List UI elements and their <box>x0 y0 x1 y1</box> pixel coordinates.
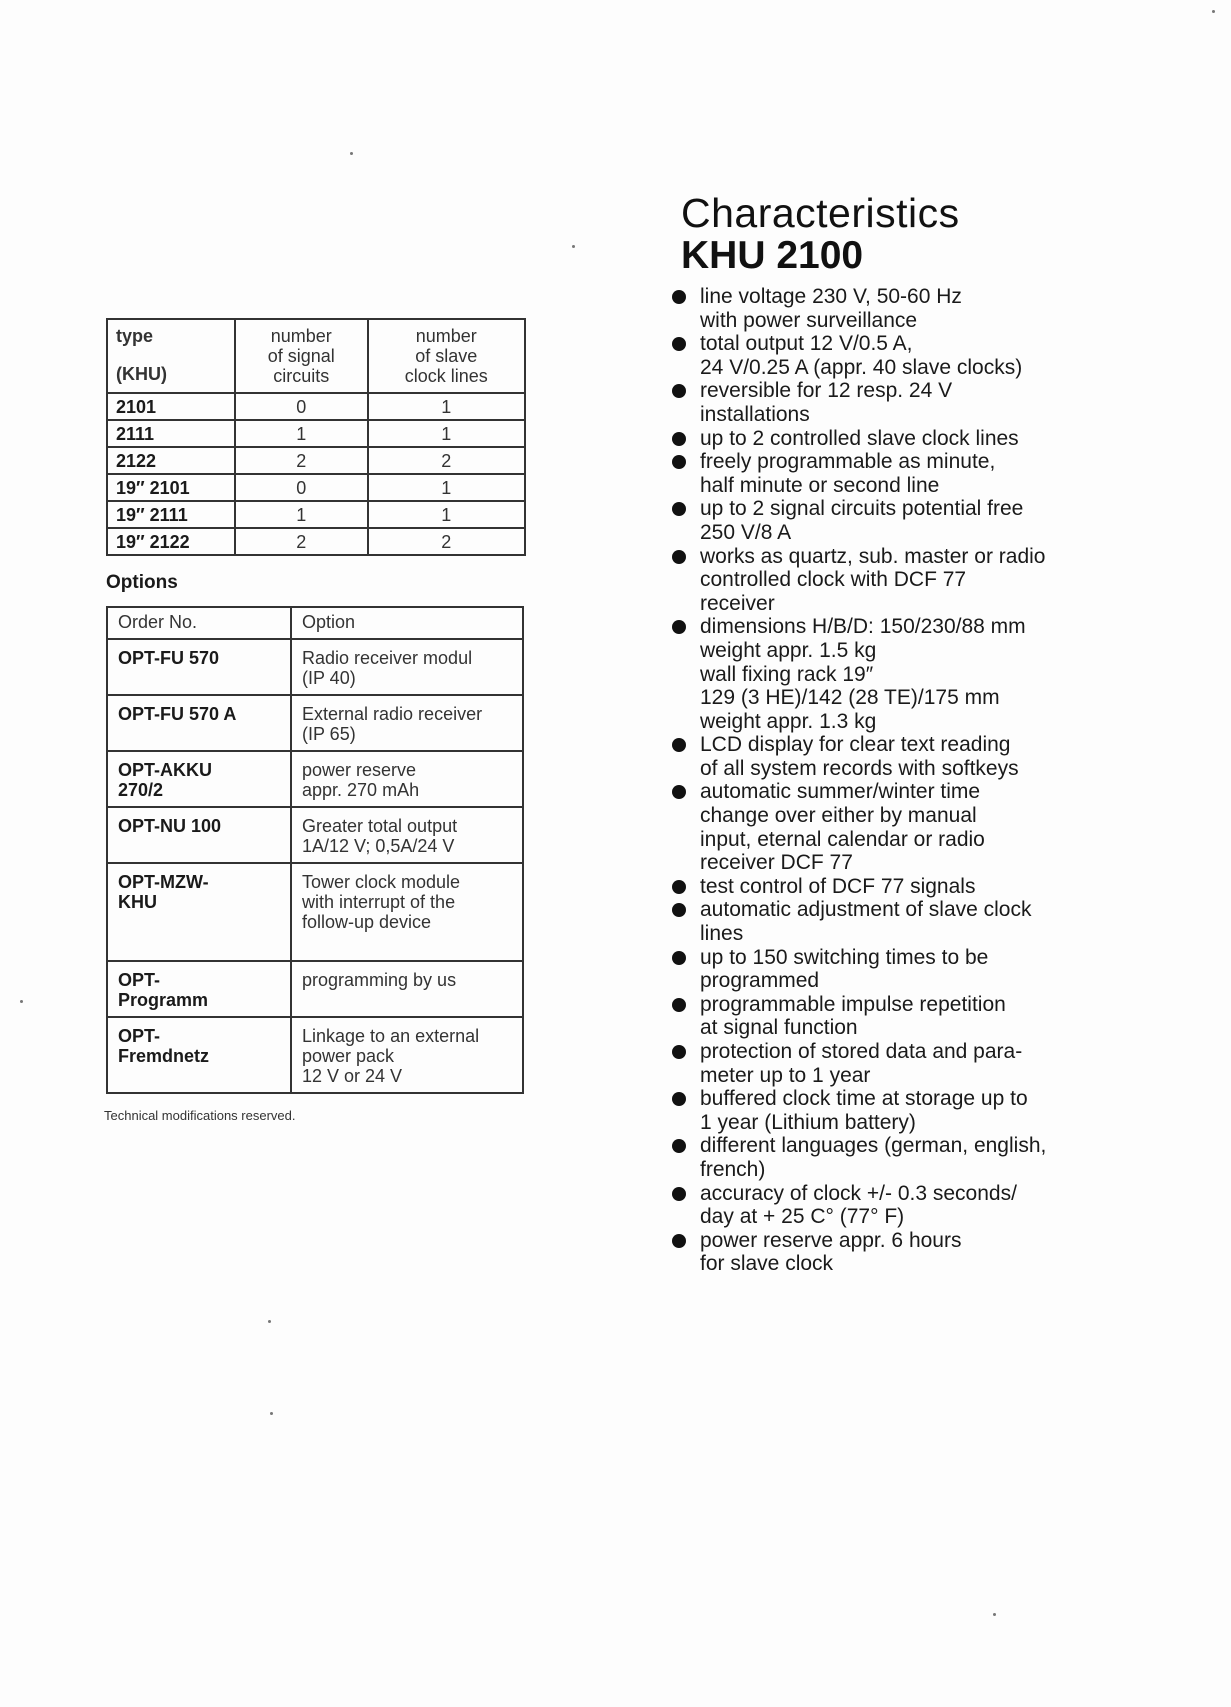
slave-cell: 2 <box>368 528 525 555</box>
list-item <box>672 379 1092 426</box>
bullet-icon <box>672 1092 686 1106</box>
bullet-icon <box>672 502 686 516</box>
list-item-line: weight appr. 1.5 kg <box>700 638 877 662</box>
list-item <box>672 1182 1092 1229</box>
signal-circuits-header <box>235 319 368 393</box>
option-cell <box>291 863 523 961</box>
list-item-line: half minute or second line <box>700 473 940 497</box>
type-header <box>107 319 235 393</box>
order-line: KHU <box>118 892 157 912</box>
list-item-line: protection of stored data and para- <box>700 1040 1023 1063</box>
list-item <box>672 780 1092 874</box>
order-cell <box>107 863 291 961</box>
list-item-line: installations <box>700 402 810 426</box>
scan-speck <box>270 1412 273 1415</box>
list-item-line: up to 150 switching times to be <box>700 945 989 969</box>
scan-speck <box>20 1000 23 1003</box>
scan-speck <box>268 1320 271 1323</box>
order-no-header: Order No. <box>107 607 291 639</box>
slave-cell: 2 <box>368 447 525 474</box>
list-item-line: weight appr. 1.3 kg <box>700 709 877 733</box>
list-item-line: change over either by manual <box>700 804 977 828</box>
option-line: Greater total output <box>302 816 458 836</box>
bullet-icon <box>672 903 686 917</box>
list-item <box>672 615 1092 733</box>
type-cell: 2101 <box>107 393 235 420</box>
list-item <box>672 946 1092 993</box>
options-table <box>106 606 524 1094</box>
slave-header-line: of slave <box>415 346 478 366</box>
list-item-line: input, eternal calendar or radio <box>700 827 985 851</box>
table-row <box>107 501 525 528</box>
order-cell <box>107 961 291 1017</box>
option-cell <box>291 807 523 863</box>
list-item-line: meter up to 1 year <box>700 1063 871 1087</box>
option-line: External radio receiver <box>302 704 483 724</box>
slave-cell: 1 <box>368 474 525 501</box>
list-item-line: dimensions H/B/D: 150/230/88 mm <box>700 615 1026 639</box>
option-line: follow-up device <box>302 912 432 932</box>
order-line: OPT- <box>118 970 161 990</box>
list-item-line: receiver <box>700 591 775 615</box>
characteristics-title: Characteristics <box>681 190 960 236</box>
order-cell <box>107 695 291 751</box>
list-item-line: reversible for 12 resp. 24 V <box>700 379 953 403</box>
slave-cell: 1 <box>368 393 525 420</box>
signal-cell: 1 <box>235 501 368 528</box>
list-item-line: day at + 25 C° (77° F) <box>700 1205 905 1229</box>
option-line: 1A/12 V; 0,5A/24 V <box>302 836 455 856</box>
list-item <box>672 450 1092 497</box>
order-cell <box>107 1017 291 1093</box>
list-item-line: lines <box>700 922 744 946</box>
list-item-line: accuracy of clock +/- 0.3 seconds/ <box>700 1181 1017 1205</box>
option-line: appr. 270 mAh <box>302 780 420 800</box>
order-line: OPT-FU 570 A <box>118 704 237 724</box>
list-item-line: total output 12 V/0.5 A, <box>700 332 913 356</box>
list-item-line: up to 2 controlled slave clock lines <box>700 426 1019 450</box>
slave-cell: 1 <box>368 501 525 528</box>
list-item-line: programmable impulse repetition <box>700 992 1006 1016</box>
option-line: with interrupt of the <box>302 892 456 912</box>
signal-cell: 0 <box>235 393 368 420</box>
order-cell <box>107 807 291 863</box>
bullet-icon <box>672 1139 686 1153</box>
signal-cell: 2 <box>235 528 368 555</box>
signal-header-line: number <box>270 326 332 346</box>
order-cell <box>107 751 291 807</box>
slave-cell: 1 <box>368 420 525 447</box>
list-item-line: with power surveillance <box>700 308 918 332</box>
option-line: programming by us <box>302 970 457 990</box>
order-cell <box>107 639 291 695</box>
list-item <box>672 1229 1092 1276</box>
list-item-line: 250 V/8 A <box>700 520 792 544</box>
list-item-line: freely programmable as minute, <box>700 450 996 474</box>
order-line: Fremdnetz <box>118 1046 210 1066</box>
list-item <box>672 1087 1092 1134</box>
list-item-line: test control of DCF 77 signals <box>700 874 976 898</box>
list-item <box>672 545 1092 616</box>
list-item-line: works as quartz, sub. master or radio <box>700 544 1046 568</box>
bullet-icon <box>672 880 686 894</box>
option-cell <box>291 961 523 1017</box>
list-item <box>672 993 1092 1040</box>
slave-lines-header <box>368 319 525 393</box>
technical-footnote: Technical modifications reserved. <box>104 1108 296 1123</box>
list-item <box>672 285 1092 332</box>
list-item-line: different languages (german, english, <box>700 1134 1047 1158</box>
bullet-icon <box>672 455 686 469</box>
list-item-line: LCD display for clear text reading <box>700 733 1011 757</box>
option-cell <box>291 751 523 807</box>
option-line: (IP 40) <box>302 668 356 688</box>
options-header-row <box>107 607 523 639</box>
type-cell: 2122 <box>107 447 235 474</box>
list-item-line: controlled clock with DCF 77 <box>700 568 967 592</box>
option-line: Linkage to an external <box>302 1026 480 1046</box>
list-item-line: programmed <box>700 969 820 993</box>
order-line: Programm <box>118 990 209 1010</box>
order-line: OPT- <box>118 1026 161 1046</box>
scan-speck <box>350 152 353 155</box>
table-row <box>107 961 523 1017</box>
type-header-line2: (KHU) <box>116 364 167 384</box>
option-line: (IP 65) <box>302 724 356 744</box>
types-table <box>106 318 526 556</box>
list-item-line: 1 year (Lithium battery) <box>700 1110 916 1134</box>
option-cell <box>291 1017 523 1093</box>
signal-header-line: of signal <box>267 346 335 366</box>
table-row <box>107 639 523 695</box>
slave-header-line: clock lines <box>404 366 488 386</box>
type-cell: 19″ 2122 <box>107 528 235 555</box>
signal-header-line: circuits <box>273 366 330 386</box>
bullet-icon <box>672 550 686 564</box>
order-line: OPT-NU 100 <box>118 816 222 836</box>
list-item-line: line voltage 230 V, 50-60 Hz <box>700 285 962 308</box>
table-row <box>107 420 525 447</box>
order-line: 270/2 <box>118 780 164 800</box>
list-item-line: automatic adjustment of slave clock <box>700 898 1032 922</box>
table-row <box>107 807 523 863</box>
bullet-icon <box>672 337 686 351</box>
bullet-icon <box>672 432 686 446</box>
list-item-line: buffered clock time at storage up to <box>700 1087 1028 1111</box>
list-item <box>672 332 1092 379</box>
option-header: Option <box>291 607 523 639</box>
signal-cell: 0 <box>235 474 368 501</box>
characteristics-list <box>672 285 1092 1276</box>
list-item-line: power reserve appr. 6 hours <box>700 1228 962 1252</box>
list-item-line: french) <box>700 1157 766 1181</box>
type-cell: 19″ 2101 <box>107 474 235 501</box>
bullet-icon <box>672 290 686 304</box>
list-item-line: for slave clock <box>700 1252 834 1276</box>
bullet-icon <box>672 1234 686 1248</box>
table-row <box>107 863 523 961</box>
table-row <box>107 474 525 501</box>
list-item-line: receiver DCF 77 <box>700 851 853 875</box>
list-item <box>672 733 1092 780</box>
option-cell <box>291 639 523 695</box>
list-item-line: up to 2 signal circuits potential free <box>700 497 1024 521</box>
type-cell: 19″ 2111 <box>107 501 235 528</box>
order-line: OPT-FU 570 <box>118 648 220 668</box>
list-item <box>672 1134 1092 1181</box>
table-row <box>107 447 525 474</box>
signal-cell: 2 <box>235 447 368 474</box>
bullet-icon <box>672 620 686 634</box>
model-title: KHU 2100 <box>681 234 864 277</box>
option-cell <box>291 695 523 751</box>
list-item <box>672 875 1092 899</box>
option-line: Tower clock module <box>302 872 461 892</box>
option-line: Radio receiver modul <box>302 648 473 668</box>
type-header-line1: type <box>116 326 154 346</box>
list-item-line: at signal function <box>700 1016 858 1040</box>
list-item-line: of all system records with softkeys <box>700 756 1019 780</box>
type-cell: 2111 <box>107 420 235 447</box>
bullet-icon <box>672 1187 686 1201</box>
list-item <box>672 1040 1092 1087</box>
list-item-line: 24 V/0.25 A (appr. 40 slave clocks) <box>700 355 1023 379</box>
bullet-icon <box>672 384 686 398</box>
scan-speck <box>1212 10 1215 13</box>
option-line: power reserve <box>302 760 417 780</box>
list-item <box>672 497 1092 544</box>
table-row <box>107 528 525 555</box>
bullet-icon <box>672 738 686 752</box>
scan-speck <box>993 1613 996 1616</box>
scan-speck <box>572 245 575 248</box>
list-item <box>672 427 1092 451</box>
signal-cell: 1 <box>235 420 368 447</box>
list-item-line: wall fixing rack 19″ <box>700 662 874 686</box>
table-row <box>107 751 523 807</box>
bullet-icon <box>672 1045 686 1059</box>
slave-header-line: number <box>415 326 477 346</box>
list-item-line: automatic summer/winter time <box>700 780 981 804</box>
order-line: OPT-MZW- <box>118 872 209 892</box>
bullet-icon <box>672 785 686 799</box>
list-item-line: 129 (3 HE)/142 (28 TE)/175 mm <box>700 686 1000 710</box>
table-row <box>107 393 525 420</box>
options-heading: Options <box>106 572 178 593</box>
option-line: 12 V or 24 V <box>302 1066 403 1086</box>
list-item <box>672 898 1092 945</box>
bullet-icon <box>672 998 686 1012</box>
option-line: power pack <box>302 1046 395 1066</box>
types-header-row <box>107 319 525 393</box>
table-row <box>107 695 523 751</box>
table-row <box>107 1017 523 1093</box>
bullet-icon <box>672 951 686 965</box>
order-line: OPT-AKKU <box>118 760 212 780</box>
